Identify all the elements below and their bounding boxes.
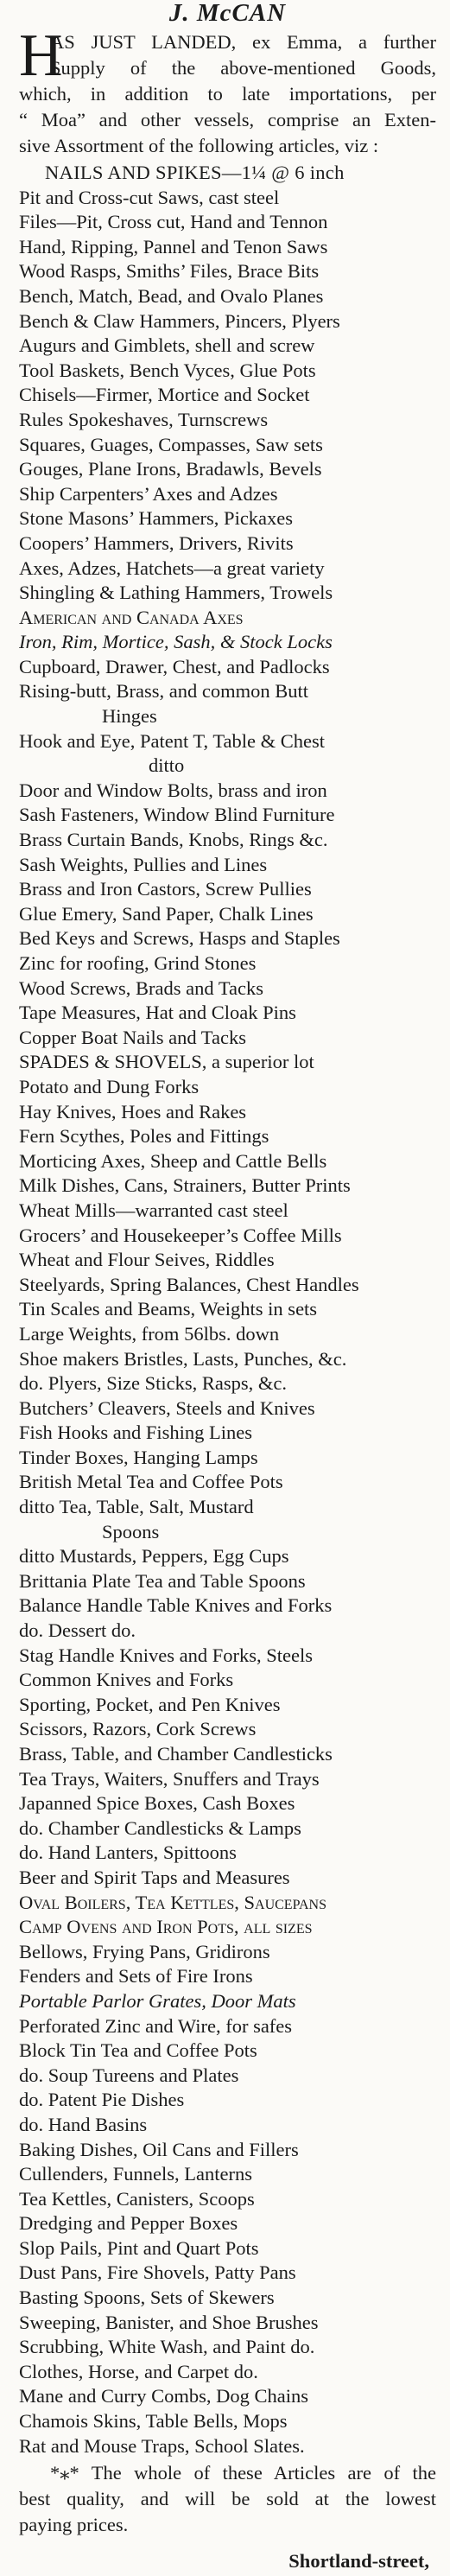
- article-item: Dust Pans, Fire Shovels, Patty Pans: [19, 2261, 296, 2284]
- article-item: Potato and Dung Forks: [19, 1075, 200, 1097]
- article-item: Portable Parlor Grates, Door Mats: [19, 1989, 296, 2012]
- article-item: Fern Scythes, Poles and Fittings: [19, 1125, 269, 1148]
- article-item: Chisels—Firmer, Mortice and Socket: [19, 384, 310, 406]
- article-item: Common Knives and Forks: [19, 1669, 234, 1691]
- article-item: Bench, Match, Bead, and Ovalo Planes: [19, 284, 324, 307]
- article-item: Bed Keys and Screws, Hasps and Staples: [19, 927, 340, 950]
- article-item: Japanned Spice Boxes, Cash Boxes: [19, 1792, 295, 1815]
- article-item: Block Tin Tea and Coffee Pots: [19, 2039, 257, 2062]
- article-item: do. Plyers, Size Sticks, Rasps, &c.: [19, 1372, 287, 1395]
- article-item: do. Hand Lanters, Spittoons: [19, 1841, 237, 1864]
- article-item: Ship Carpenters’ Axes and Adzes: [19, 482, 278, 505]
- advertiser-name: J. McCAN: [168, 0, 287, 27]
- article-item: Sash Weights, Pullies and Lines: [19, 853, 268, 875]
- article-item: Brittania Plate Tea and Table Spoons: [19, 1569, 306, 1592]
- footer-note: [19, 2460, 436, 2538]
- article-item: Tea Trays, Waiters, Snuffers and Trays: [19, 1767, 320, 1790]
- article-item: Large Weights, from 56lbs. down: [19, 1322, 280, 1345]
- article-item: Clothes, Horse, and Carpet do.: [19, 2360, 258, 2382]
- article-item: Tea Kettles, Canisters, Scoops: [19, 2187, 255, 2210]
- article-item: Bellows, Frying Pans, Gridirons: [19, 1940, 270, 1962]
- article-item: Hay Knives, Hoes and Rakes: [19, 1100, 247, 1123]
- article-item: Scissors, Razors, Cork Screws: [19, 1718, 257, 1740]
- article-item: Milk Dishes, Cans, Strainers, Butter Prints: [19, 1174, 351, 1197]
- article-item: Butchers’ Cleavers, Steels and Knives: [19, 1396, 315, 1419]
- drop-cap: H: [19, 22, 63, 89]
- article-item: Baking Dishes, Oil Cans and Fillers: [19, 2138, 299, 2160]
- article-item: Cupboard, Drawer, Chest, and Padlocks: [19, 655, 330, 677]
- article-item: NAILS AND SPIKES—1¼ @ 6 inch: [45, 162, 345, 183]
- article-item: Axes, Adzes, Hatchets—a great variety: [19, 557, 325, 579]
- article-item: Bench & Claw Hammers, Pincers, Plyers: [19, 309, 340, 332]
- article-item: Perforated Zinc and Wire, for safes: [19, 2014, 293, 2037]
- article-item: Door and Window Bolts, brass and iron: [19, 779, 327, 801]
- article-item: Stone Masons’ Hammers, Pickaxes: [19, 507, 294, 530]
- article-item: Tape Measures, Hat and Cloak Pins: [19, 1002, 296, 1024]
- footer-line: best quality, and will be sold at the lowest: [19, 2488, 436, 2510]
- article-item: British Metal Tea and Coffee Pots: [19, 1471, 283, 1493]
- article-item: Augurs and Gimblets, shell and screw: [19, 334, 315, 357]
- article-item: Oval Boilers, Tea Kettles, Saucepans: [19, 1891, 327, 1913]
- article-item: Steelyards, Spring Balances, Chest Handles: [19, 1273, 359, 1295]
- article-item: Hinges: [102, 705, 157, 728]
- article-item: Basting Spoons, Sets of Skewers: [19, 2287, 275, 2309]
- article-item: Sporting, Pocket, and Pen Knives: [19, 1693, 281, 1715]
- article-item: Sash Fasteners, Window Blind Furniture: [19, 804, 335, 826]
- article-item: Chamois Skins, Table Bells, Mops: [19, 2410, 288, 2433]
- intro-line: sive Assortment of the following articles, viz :: [19, 135, 379, 156]
- article-item: Hand, Ripping, Pannel and Tenon Saws: [19, 235, 328, 258]
- article-item: Scrubbing, White Wash, and Paint do.: [19, 2336, 315, 2358]
- article-item: do. Chamber Candlesticks & Lamps: [19, 1816, 301, 1839]
- article-item: Beer and Spirit Taps and Measures: [19, 1866, 290, 1888]
- article-item: do. Hand Basins: [19, 2113, 148, 2135]
- article-item: Wheat Mills—warranted cast steel: [19, 1199, 288, 1221]
- article-item: Balance Handle Table Knives and Forks: [19, 1594, 333, 1617]
- article-item: do. Patent Pie Dishes: [19, 2089, 185, 2111]
- footer-line: *⁎* The whole of these Articles are of the: [50, 2462, 436, 2484]
- article-item: Brass, Table, and Chamber Candlesticks: [19, 1743, 333, 1765]
- article-item: Brass and Iron Castors, Screw Pullies: [19, 878, 312, 900]
- article-item: Wood Screws, Brads and Tacks: [19, 976, 264, 999]
- article-item: Spoons: [102, 1520, 160, 1542]
- intro-line: Supply of the above-mentioned Goods,: [50, 57, 436, 79]
- article-item: Cullenders, Funnels, Lanterns: [19, 2163, 252, 2185]
- intro-line: which, in addition to late importations, per: [19, 83, 436, 105]
- article-item: do. Soup Tureens and Plates: [19, 2064, 239, 2086]
- article-item: Camp Ovens and Iron Pots, all sizes: [19, 1916, 313, 1938]
- article-item: ditto Tea, Table, Salt, Mustard: [19, 1496, 254, 1518]
- article-item: Tool Baskets, Bench Vyces, Glue Pots: [19, 359, 316, 381]
- article-item: Fenders and Sets of Fire Irons: [19, 1965, 253, 1988]
- article-item: Morticing Axes, Sheep and Cattle Bells: [19, 1149, 327, 1172]
- article-item: Tin Scales and Beams, Weights in sets: [19, 1298, 318, 1320]
- article-item: ditto: [149, 754, 185, 777]
- article-item: Gouges, Plane Irons, Bradawls, Bevels: [19, 458, 322, 480]
- article-item: Brass Curtain Bands, Knobs, Rings &c.: [19, 829, 328, 851]
- article-item: Slop Pails, Pint and Quart Pots: [19, 2236, 259, 2259]
- article-item: SPADES & SHOVELS, a superior lot: [19, 1051, 314, 1073]
- article-item: Zinc for roofing, Grind Stones: [19, 952, 257, 974]
- article-item: Glue Emery, Sand Paper, Chalk Lines: [19, 902, 314, 925]
- intro-paragraph: [19, 22, 436, 159]
- article-item: Sweeping, Banister, and Shoe Brushes: [19, 2311, 319, 2333]
- intro-line: AS JUST LANDED, ex Emma, a further: [50, 31, 436, 53]
- article-item: Coopers’ Hammers, Drivers, Rivits: [19, 531, 294, 554]
- article-item: Rules Spokeshaves, Turnscrews: [19, 408, 269, 430]
- article-item: Hook and Eye, Patent T, Table & Chest: [19, 729, 325, 752]
- article-item: do. Dessert do.: [19, 1619, 136, 1642]
- article-item: Shoe makers Bristles, Lasts, Punches, &c.: [19, 1347, 347, 1370]
- article-item: Stag Handle Knives and Forks, Steels: [19, 1644, 313, 1666]
- article-item: ditto Mustards, Peppers, Egg Cups: [19, 1545, 289, 1568]
- article-item: Pit and Cross-cut Saws, cast steel: [19, 186, 280, 208]
- article-item: Iron, Rim, Mortice, Sash, & Stock Locks: [19, 631, 333, 653]
- article-item: Files—Pit, Cross cut, Hand and Tennon: [19, 211, 328, 233]
- article-item: Mane and Curry Combs, Dog Chains: [19, 2385, 308, 2407]
- intro-line: “ Moa” and other vessels, comprise an Exten-: [19, 109, 436, 130]
- footer-line: paying prices.: [19, 2514, 129, 2536]
- article-item: Wheat and Flour Seives, Riddles: [19, 1249, 275, 1271]
- article-item: Shingling & Lathing Hammers, Trowels: [19, 582, 333, 604]
- article-item: Grocers’ and Housekeeper’s Coffee Mills: [19, 1224, 342, 1246]
- article-item: Squares, Guages, Compasses, Saw sets: [19, 433, 323, 455]
- article-item: Rat and Mouse Traps, School Slates.: [19, 2434, 305, 2457]
- article-list: [19, 161, 436, 2458]
- article-item: Rising-butt, Brass, and common Butt: [19, 680, 308, 703]
- article-item: Fish Hooks and Fishing Lines: [19, 1422, 253, 1444]
- article-item: Dredging and Pepper Boxes: [19, 2212, 238, 2235]
- article-item: Wood Rasps, Smiths’ Files, Brace Bits: [19, 260, 320, 283]
- article-item: Copper Boat Nails and Tacks: [19, 1026, 246, 1048]
- article-item: Tinder Boxes, Hanging Lamps: [19, 1446, 258, 1468]
- article-item: American and Canada Axes: [19, 606, 244, 628]
- address-signature: Shortland-street,: [288, 2550, 429, 2573]
